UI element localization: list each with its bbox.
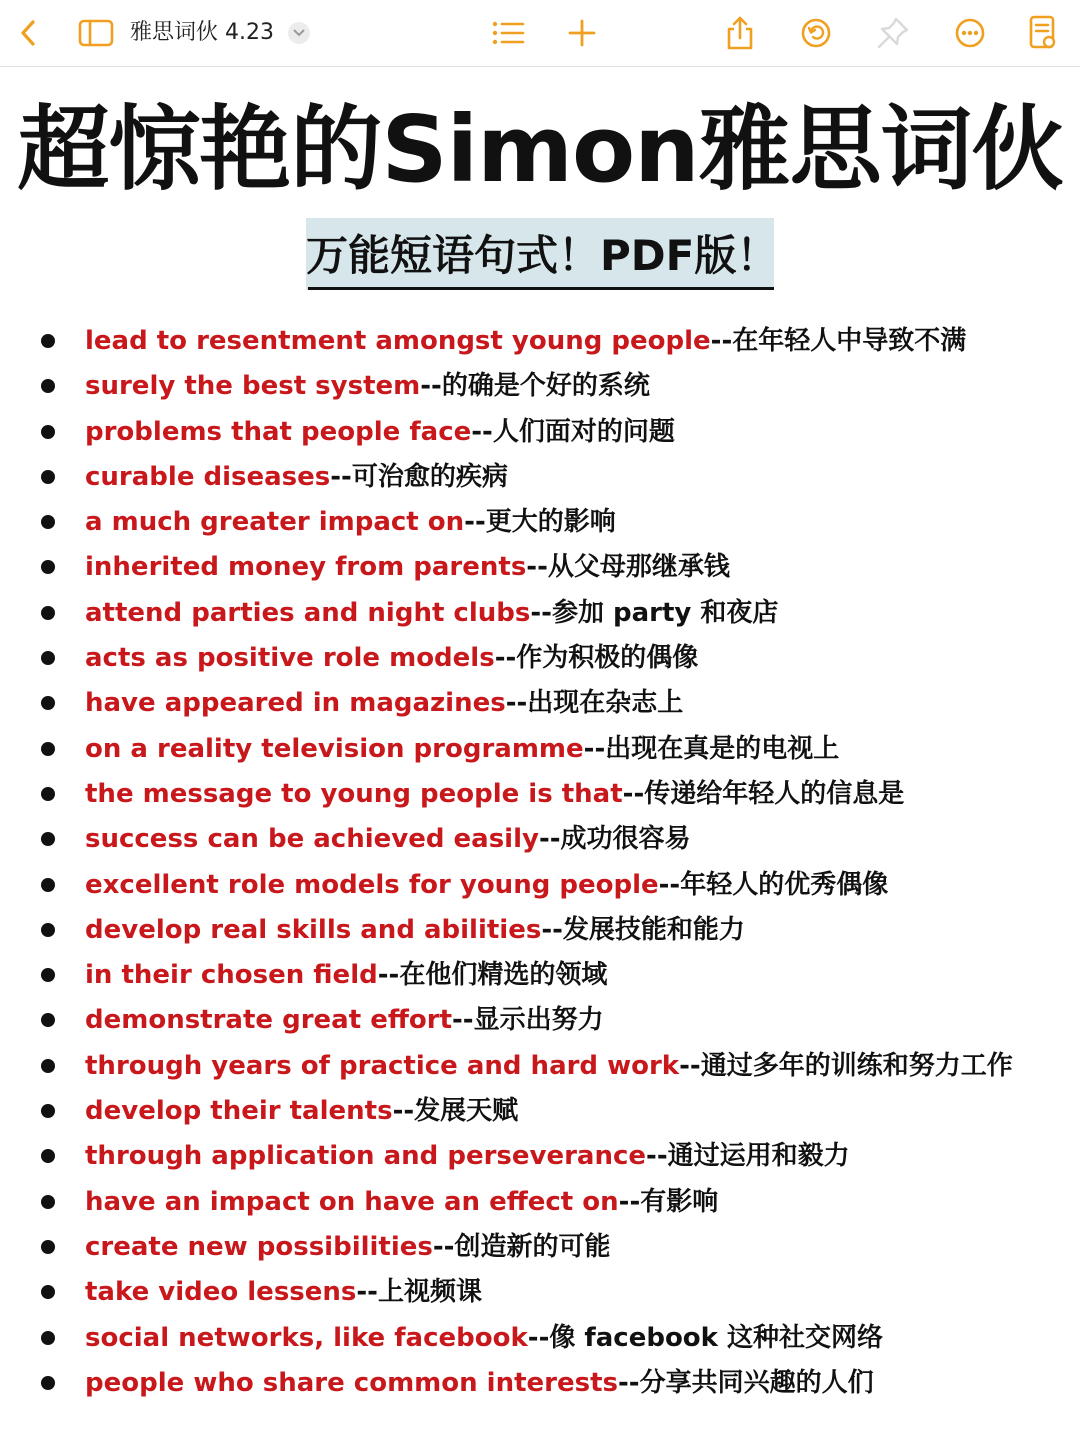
- phrase-separator: --: [710, 326, 733, 356]
- phrase-english: a much greater impact on: [85, 507, 465, 538]
- phrase-english: inherited money from parents: [85, 552, 527, 583]
- list-item: [0, 454, 1080, 499]
- phrase-text: [85, 1001, 604, 1039]
- phrase-separator: --: [538, 824, 561, 855]
- phrase-separator: --: [530, 597, 552, 628]
- list-item: [0, 635, 1080, 680]
- phrase-separator: --: [622, 778, 645, 809]
- phrase-english: create new possibilities: [85, 1231, 433, 1262]
- phrase-chinese: 有影响: [640, 1186, 719, 1217]
- list-item: [0, 1043, 1080, 1088]
- phrase-text: [85, 413, 675, 451]
- phrase-separator: --: [464, 507, 486, 538]
- phrase-english: attend parties and night clubs: [85, 597, 531, 628]
- list-icon[interactable]: [490, 0, 526, 66]
- sidebar-icon[interactable]: [76, 0, 116, 66]
- phrase-separator: --: [432, 1231, 455, 1262]
- list-item: [0, 1088, 1080, 1133]
- pin-icon[interactable]: [874, 0, 912, 66]
- phrase-english: social networks, like facebook: [85, 1322, 528, 1353]
- phrase-english: on a reality television programme: [85, 733, 584, 764]
- bullet-icon: [41, 1240, 55, 1254]
- list-item: [0, 771, 1080, 816]
- phrase-separator: --: [583, 733, 606, 764]
- phrase-chinese: 的确是个好的系统: [441, 371, 650, 402]
- phrase-text: [85, 956, 607, 994]
- phrase-text: [85, 548, 730, 586]
- phrase-chinese: 出现在真是的电视上: [605, 733, 840, 764]
- bullet-icon: [41, 787, 55, 801]
- phrase-text: [85, 1047, 1013, 1085]
- bullet-icon: [41, 334, 55, 348]
- list-item: [0, 907, 1080, 952]
- phrase-text: [85, 322, 966, 360]
- phrase-chinese: 成功很容易: [560, 824, 691, 855]
- phrase-separator: --: [356, 1277, 378, 1308]
- phrase-english: develop their talents: [85, 1096, 393, 1127]
- list-item: [0, 816, 1080, 861]
- phrase-separator: --: [541, 914, 563, 945]
- list-item: [0, 680, 1080, 725]
- phrase-text: [85, 1183, 718, 1221]
- phrase-chinese: 发展技能和能力: [562, 914, 745, 945]
- phrase-separator: --: [392, 1096, 415, 1127]
- list-item: [0, 499, 1080, 544]
- phrase-chinese: 创造新的可能: [454, 1231, 611, 1262]
- phrase-chinese: 参加 party 和夜店: [551, 597, 779, 628]
- list-item: [0, 363, 1080, 408]
- list-item: [0, 590, 1080, 635]
- bullet-icon: [41, 1059, 55, 1073]
- phrase-english: through application and perseverance: [85, 1141, 647, 1172]
- list-item: [0, 409, 1080, 454]
- back-icon[interactable]: [10, 0, 46, 66]
- more-icon[interactable]: [952, 0, 988, 66]
- phrase-english: develop real skills and abilities: [85, 914, 542, 945]
- page-subtitle: 万能短语句式！PDF版！: [306, 231, 779, 280]
- bullet-icon: [41, 742, 55, 756]
- phrase-text: [85, 775, 904, 813]
- phrase-chinese: 传递给年轻人的信息是: [644, 778, 905, 809]
- bullet-icon: [41, 1376, 55, 1390]
- phrase-separator: --: [646, 1141, 668, 1172]
- phrase-separator: --: [679, 1050, 701, 1081]
- phrase-english: excellent role models for young people: [85, 869, 659, 900]
- phrase-separator: --: [658, 869, 681, 900]
- phrase-english: lead to resentment amongst young people: [85, 326, 711, 356]
- bullet-icon: [41, 379, 55, 393]
- phrase-text: [85, 503, 616, 541]
- bullet-icon: [41, 425, 55, 439]
- phrase-chinese: 像 facebook 这种社交网络: [549, 1322, 884, 1353]
- phrase-text: [85, 594, 778, 632]
- add-icon[interactable]: [564, 0, 600, 66]
- list-item: [0, 318, 1080, 363]
- phrase-text: [85, 866, 888, 904]
- phrase-separator: --: [618, 1186, 641, 1217]
- bullet-icon: [41, 606, 55, 620]
- bullet-icon: [41, 1195, 55, 1209]
- notes-icon[interactable]: [1026, 0, 1060, 66]
- phrase-text: [85, 684, 683, 722]
- phrase-text: [85, 1228, 611, 1266]
- document-title[interactable]: 雅思词伙 4.23: [130, 20, 274, 45]
- list-item: [0, 1269, 1080, 1314]
- page-headline: 超惊艳的Simon雅思词伙: [17, 96, 1063, 203]
- phrase-text: [85, 820, 691, 858]
- phrase-chinese: 在他们精选的领域: [399, 960, 608, 991]
- bullet-icon: [41, 1331, 55, 1345]
- phrase-text: [85, 1137, 850, 1175]
- bullet-icon: [41, 470, 55, 484]
- toolbar: [0, 0, 1080, 67]
- phrase-list: [0, 318, 1080, 1405]
- phrase-text: [85, 1364, 874, 1402]
- bullet-icon: [41, 968, 55, 982]
- phrase-english: through years of practice and hard work: [85, 1050, 680, 1081]
- bullet-icon: [41, 923, 55, 937]
- phrase-english: people who share common interests: [85, 1367, 618, 1398]
- phrase-separator: --: [618, 1367, 640, 1398]
- phrase-separator: --: [494, 643, 517, 674]
- phrase-separator: --: [330, 461, 352, 492]
- phrase-english: problems that people face: [85, 416, 472, 447]
- phrase-english: in their chosen field: [85, 960, 378, 991]
- phrase-text: [85, 1092, 518, 1130]
- bullet-icon: [41, 1149, 55, 1163]
- bullet-icon: [41, 832, 55, 846]
- phrase-chinese: 人们面对的问题: [492, 416, 675, 447]
- list-item: [0, 1315, 1080, 1360]
- bullet-icon: [41, 515, 55, 529]
- phrase-separator: --: [420, 371, 442, 402]
- phrase-chinese: 年轻人的优秀偶像: [680, 869, 889, 900]
- phrase-english: curable diseases: [85, 461, 331, 492]
- phrase-english: have an impact on have an effect on: [85, 1186, 619, 1217]
- bullet-icon: [41, 560, 55, 574]
- phrase-text: [85, 911, 745, 949]
- phrase-separator: --: [471, 416, 493, 447]
- phrase-chinese: 更大的影响: [485, 507, 616, 538]
- list-item: [0, 726, 1080, 771]
- phrase-chinese: 在年轻人中导致不满: [732, 326, 967, 356]
- phrase-text: [85, 367, 650, 405]
- list-item: [0, 1179, 1080, 1224]
- phrase-english: success can be achieved easily: [85, 824, 539, 855]
- phrase-chinese: 从父母那继承钱: [547, 552, 730, 583]
- phrase-chinese: 通过多年的训练和努力工作: [700, 1050, 1013, 1081]
- list-item: [0, 952, 1080, 997]
- list-item: [0, 1360, 1080, 1405]
- phrase-chinese: 发展天赋: [414, 1096, 519, 1127]
- phrase-chinese: 出现在杂志上: [527, 688, 684, 719]
- list-item: [0, 862, 1080, 907]
- list-item: [0, 1224, 1080, 1269]
- phrase-separator: --: [527, 1322, 550, 1353]
- phrase-text: [85, 639, 698, 677]
- phrase-english: acts as positive role models: [85, 643, 495, 674]
- bullet-icon: [41, 696, 55, 710]
- share-icon[interactable]: [722, 0, 758, 66]
- list-item: [0, 997, 1080, 1042]
- phrase-english: have appeared in magazines: [85, 688, 506, 719]
- phrase-separator: --: [452, 1005, 474, 1036]
- phrase-text: [85, 1319, 883, 1357]
- phrase-english: the message to young people is that: [85, 778, 623, 809]
- phrase-chinese: 上视频课: [377, 1277, 482, 1308]
- phrase-chinese: 可治愈的疾病: [351, 461, 508, 492]
- bullet-icon: [41, 878, 55, 892]
- phrase-separator: --: [526, 552, 548, 583]
- phrase-chinese: 作为积极的偶像: [516, 643, 699, 674]
- bullet-icon: [41, 651, 55, 665]
- phrase-text: [85, 1273, 482, 1311]
- phrase-chinese: 分享共同兴趣的人们: [639, 1367, 874, 1398]
- phrase-text: [85, 458, 508, 496]
- list-item: [0, 1133, 1080, 1178]
- phrase-english: take video lessens: [85, 1277, 357, 1308]
- bullet-icon: [41, 1285, 55, 1299]
- phrase-separator: --: [377, 960, 400, 991]
- undo-icon[interactable]: [798, 0, 834, 66]
- list-item: [0, 544, 1080, 589]
- subtitle-underline: [308, 287, 774, 290]
- phrase-english: demonstrate great effort: [85, 1005, 452, 1036]
- phrase-chinese: 显示出努力: [473, 1005, 604, 1036]
- phrase-separator: --: [505, 688, 528, 719]
- phrase-chinese: 通过运用和毅力: [667, 1141, 850, 1172]
- chevron-down-icon[interactable]: [288, 22, 310, 44]
- phrase-text: [85, 730, 839, 768]
- bullet-icon: [41, 1013, 55, 1027]
- bullet-icon: [41, 1104, 55, 1118]
- phrase-english: surely the best system: [85, 371, 421, 402]
